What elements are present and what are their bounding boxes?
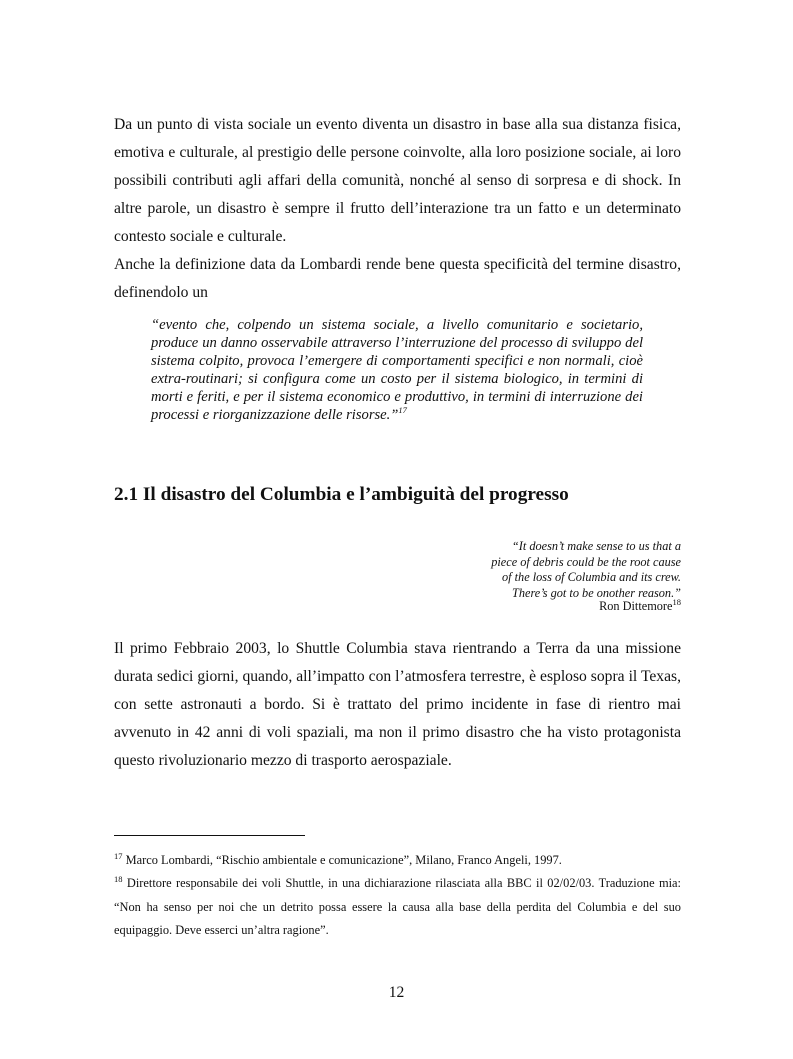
section-heading: 2.1 Il disastro del Columbia e l’ambiguità del progresso	[114, 484, 569, 505]
footnote-text: Marco Lombardi, “Rischio ambientale e comunicazione”, Milano, Franco Angeli, 1997.	[125, 853, 562, 867]
footnote-number: 17	[114, 850, 123, 861]
epigraph-quote	[441, 539, 681, 601]
page-number: 12	[388, 984, 405, 1001]
epigraph-author: Ron Dittemore	[599, 599, 673, 613]
body-paragraph-1: Da un punto di vista sociale un evento diventa un disastro in base alla sua distanza fisica, emotiva e culturale, al prestigio delle persone coinvolte, alla loro posizione sociale, ai loro possibili contributi agli affari della comunità, nonché al senso di sorpresa e di shock. In altre parole, un disastro è sempre il frutto dell’interazione tra un fatto e un determinato contesto sociale e culturale.	[114, 116, 681, 245]
epigraph-attribution	[599, 596, 681, 615]
footnote-ref-18[interactable]: 18	[672, 596, 681, 607]
epigraph-line: of the loss of Columbia and its crew.	[502, 570, 681, 584]
epigraph-line: There’s got to be onother reason.”	[512, 585, 681, 600]
body-paragraph-2: Anche la definizione data da Lombardi rende bene questa specificità del termine disastro, definendolo un	[114, 256, 681, 301]
footnote-separator	[114, 835, 305, 836]
footnote-ref-17[interactable]: 17	[398, 404, 407, 415]
block-quote: “evento che, colpendo un sistema sociale, a livello comunitario e societario, produce un danno osservabile attraverso l’interruzione del processo di sviluppo del sistema colpito, provoca l’emergere di comportamenti specifici e non normali, cioè extra-routinari; si configura come un costo per il sistema biologico, in termini di morti e feriti, e per il sistema economico e produttivo, in termini di interruzione dei processi e riorganizzazione delle risorse.”$^{17}$	[151, 317, 643, 423]
epigraph-line: “It doesn’t make sense to us that a	[511, 539, 681, 553]
footnote-number: 18	[114, 873, 123, 884]
footnote-text: Direttore responsabile dei voli Shuttle, in una dichiarazione rilasciata alla BBC il 02/02/03. Traduzione mia: “Non ha senso per noi che un detrito possa essere la causa alla base della perdita del Columbia e del suo equipaggio. Deve esserci un’altra ragione”.	[114, 876, 681, 937]
footnote-18	[114, 872, 681, 943]
body-paragraph-3: Il primo Febbraio 2003, lo Shuttle Columbia stava rientrando a Terra da una missione durata sedici giorni, quando, all’impatto con l’atmosfera terrestre, è esploso sopra il Texas, con sette astronauti a bordo. Si è trattato del primo incidente in fase di rientro mai avvenuto in 42 anni di voli spaziali, ma non il primo disastro che ha visto protagonista questo rivoluzionario mezzo di trasporto aerospaziale.	[114, 640, 681, 769]
epigraph-line: piece of debris could be the root cause	[491, 554, 681, 569]
footnote-17	[114, 849, 681, 873]
